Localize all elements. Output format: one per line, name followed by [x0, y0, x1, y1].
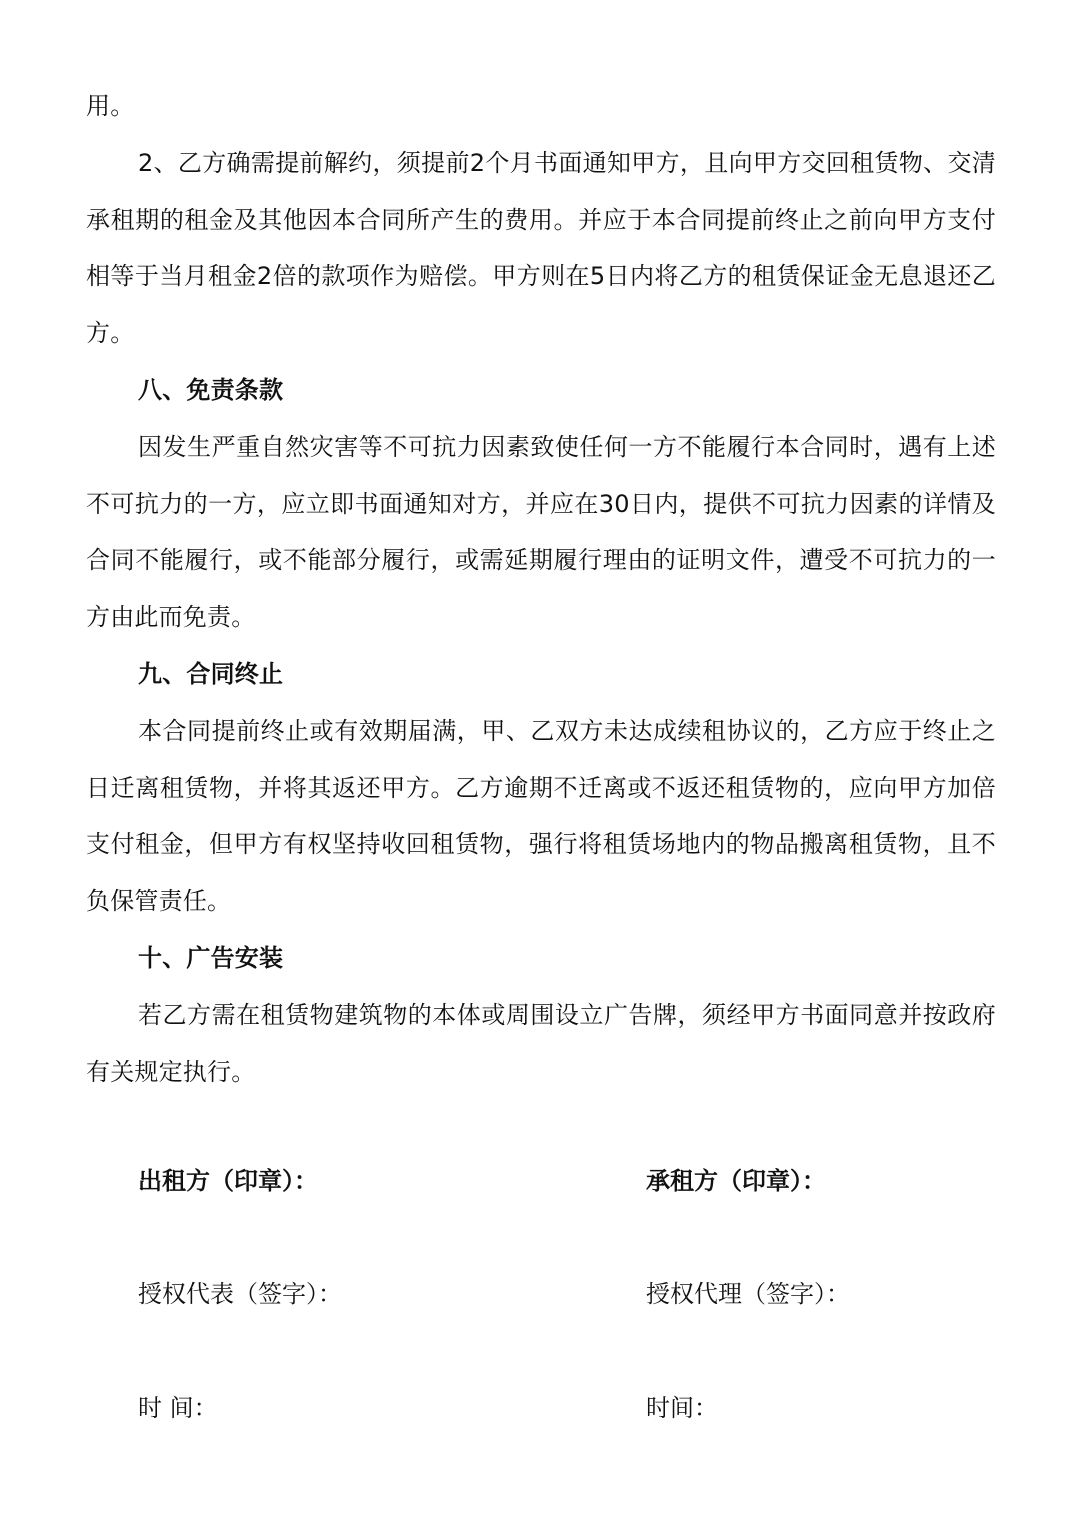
- lessor-time-label: 时 间：: [138, 1394, 218, 1422]
- paragraph-force-majeure: 因发生严重自然灾害等不可抗力因素致使任何一方不能履行本合同时，遇有上述不可抗力的一方，应立即书面通知对方，并应在30日内，提供不可抗力因素的详情及合同不能履行，或不能部分履行，或需延期履行理由的证明文件，遭受不可抗力的一方由此而免责。: [86, 432, 996, 632]
- contract-body: [86, 78, 996, 1100]
- lessee-seal-label: 承租方（印章）：: [646, 1167, 826, 1195]
- lessee-time-label: 时间：: [646, 1394, 718, 1422]
- paragraph-advertising: 若乙方需在租赁物建筑物的本体或周围设立广告牌，须经甲方书面同意并按政府有关规定执行。: [86, 1000, 996, 1086]
- lessee-agent-label: 授权代理（签字）：: [646, 1280, 850, 1308]
- lessor-seal-label: 出租方（印章）：: [138, 1167, 318, 1195]
- section-heading-advertising: 十、广告安装: [138, 943, 284, 972]
- section-heading-exemption: 八、免责条款: [138, 375, 284, 404]
- paragraph-early-termination: 2、乙方确需提前解约，须提前2个月书面通知甲方，且向甲方交回租赁物、交清承租期的租金及其他因本合同所产生的费用。并应于本合同提前终止之前向甲方支付相等于当月租金2倍的款项作为赔偿。甲方则在5日内将乙方的租赁保证金无息退还乙方。: [86, 148, 996, 348]
- paragraph-termination: 本合同提前终止或有效期届满，甲、乙双方未达成续租协议的，乙方应于终止之日迁离租赁物，并将其返还甲方。乙方逾期不迁离或不返还租赁物的，应向甲方加倍支付租金，但甲方有权坚持收回租赁物，强行将租赁场地内的物品搬离租赁物，且不负保管责任。: [86, 716, 996, 916]
- section-heading-termination: 九、合同终止: [138, 659, 284, 688]
- paragraph-continuation: 用。: [86, 92, 135, 120]
- lessor-representative-label: 授权代表（签字）：: [138, 1280, 342, 1308]
